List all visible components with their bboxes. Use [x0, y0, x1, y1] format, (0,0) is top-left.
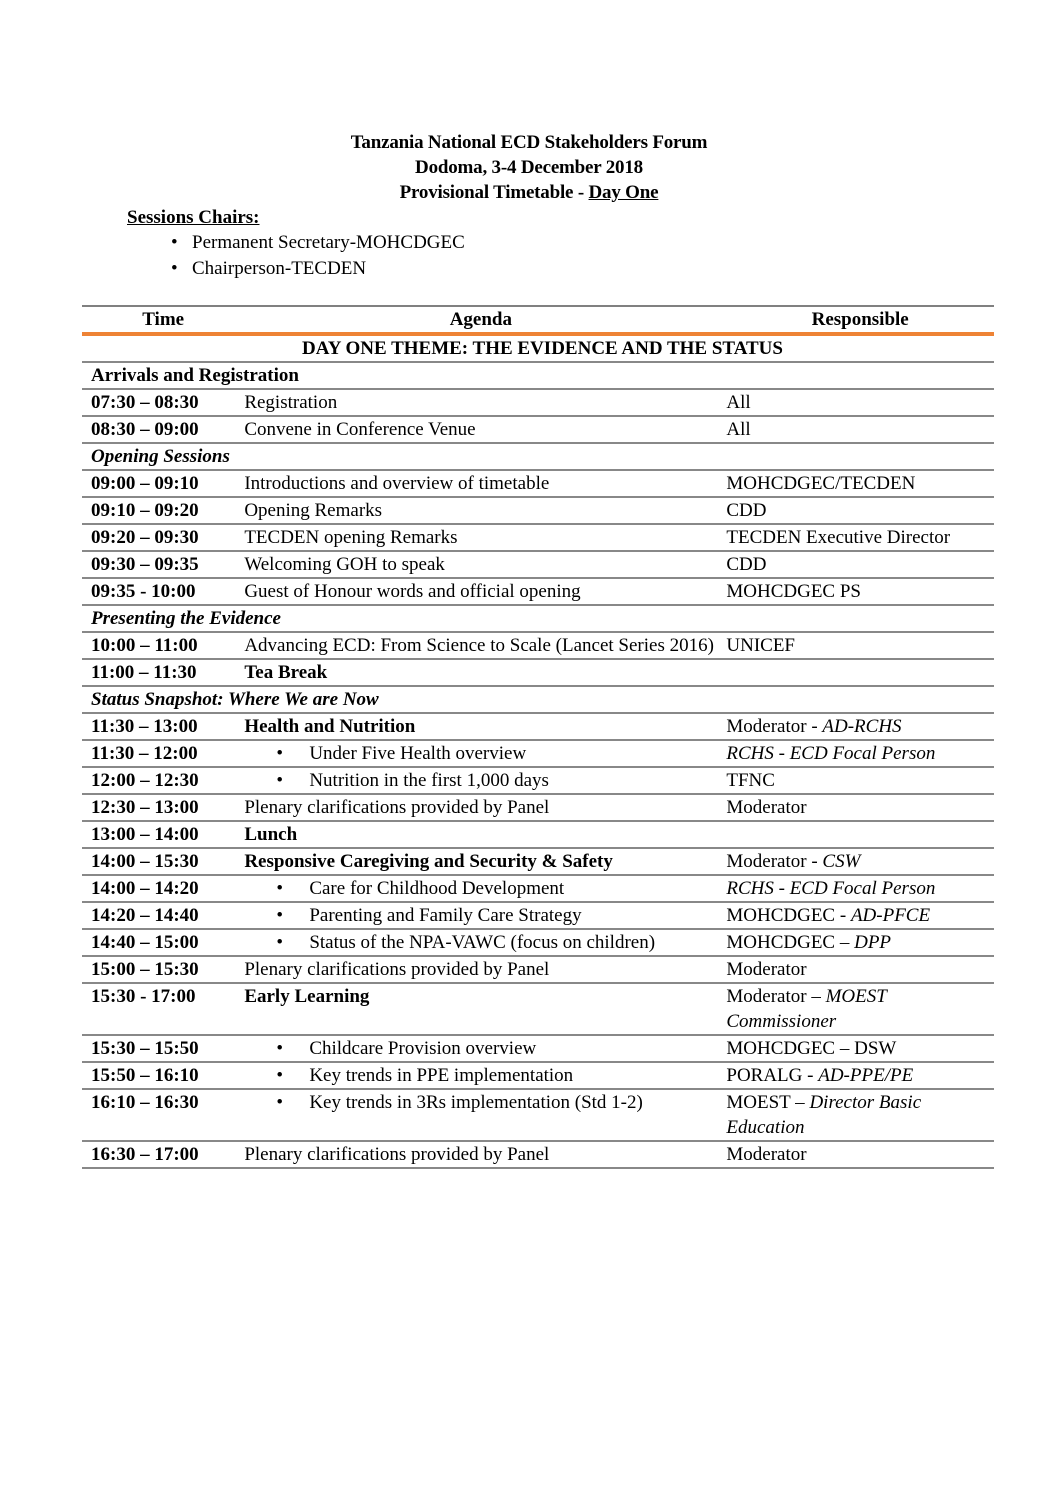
responsible-role: CSW — [822, 851, 861, 872]
bullet-icon: • — [171, 232, 178, 253]
table-row — [82, 551, 994, 578]
responsible-org: Moderator - — [726, 851, 823, 872]
forum-title: Tanzania National ECD Stakeholders Forum — [350, 132, 708, 153]
table-row — [82, 524, 994, 551]
time-cell: 09:10 – 09:20 — [91, 500, 199, 521]
agenda-cell — [235, 1063, 716, 1088]
time-cell: 15:50 – 16:10 — [91, 1065, 199, 1086]
time-cell: 14:00 – 14:20 — [91, 878, 199, 899]
chairs-heading: Sessions Chairs: — [127, 207, 260, 228]
responsible-role: AD-PPE/PE — [818, 1065, 914, 1086]
table-row — [82, 821, 994, 848]
time-cell: 15:30 – 15:50 — [91, 1038, 199, 1059]
table-row — [82, 1062, 994, 1089]
chair-item — [127, 230, 465, 256]
agenda-cell: Health and Nutrition — [244, 716, 416, 737]
agenda-text: Status of the NPA-VAWC (focus on children) — [309, 932, 656, 953]
responsible-org: PORALG - — [726, 1065, 819, 1086]
agenda-cell: Convene in Conference Venue — [244, 419, 476, 440]
section-title: Presenting the Evidence — [91, 608, 281, 629]
table-header-row — [82, 306, 994, 334]
column-header-time: Time — [82, 306, 235, 334]
time-cell: 07:30 – 08:30 — [91, 392, 199, 413]
time-cell: 13:00 – 14:00 — [91, 824, 199, 845]
time-cell: 14:40 – 15:00 — [91, 932, 199, 953]
agenda-cell: Registration — [244, 392, 338, 413]
timetable — [82, 305, 994, 1169]
responsible-role: AD-RCHS — [822, 716, 902, 737]
table-row — [82, 1035, 994, 1062]
table-row — [82, 1089, 994, 1141]
table-row — [82, 902, 994, 929]
table-row — [82, 1141, 994, 1168]
time-cell: 11:30 – 13:00 — [91, 716, 198, 737]
responsible-role: MOEST Commissioner — [726, 986, 887, 1032]
time-cell: 16:30 – 17:00 — [91, 1144, 199, 1165]
responsible-cell: TFNC — [726, 770, 775, 791]
agenda-cell: Early Learning — [244, 986, 370, 1007]
responsible-cell: Moderator — [726, 797, 807, 818]
agenda-cell — [235, 1036, 716, 1061]
responsible-cell — [717, 875, 994, 902]
section-row — [82, 362, 994, 389]
time-cell: 09:35 - 10:00 — [91, 581, 196, 602]
chair-name: Chairperson-TECDEN — [192, 258, 367, 279]
responsible-cell: CDD — [726, 500, 767, 521]
responsible-cell: TECDEN Executive Director — [726, 527, 951, 548]
responsible-cell — [717, 848, 994, 875]
time-cell: 09:00 – 09:10 — [91, 473, 199, 494]
agenda-cell — [235, 876, 716, 901]
section-row — [82, 686, 994, 713]
agenda-cell: Welcoming GOH to speak — [244, 554, 445, 575]
responsible-org: MOHCDGEC - — [726, 905, 851, 926]
section-row — [82, 443, 994, 470]
responsible-cell — [717, 821, 994, 848]
responsible-org: MOHCDGEC – — [726, 932, 855, 953]
responsible-cell: Moderator — [726, 1144, 807, 1165]
responsible-cell — [717, 659, 994, 686]
responsible-cell: Moderator — [726, 959, 807, 980]
session-chairs — [127, 205, 465, 282]
document-title — [0, 130, 1058, 205]
responsible-cell — [717, 902, 994, 929]
table-row — [82, 983, 994, 1035]
table-row — [82, 416, 994, 443]
agenda-cell — [235, 930, 716, 955]
agenda-cell: TECDEN opening Remarks — [244, 527, 458, 548]
section-row — [82, 605, 994, 632]
responsible-cell — [717, 1089, 994, 1141]
agenda-cell: Tea Break — [244, 662, 328, 683]
responsible-cell: MOHCDGEC PS — [726, 581, 861, 602]
agenda-text: Nutrition in the first 1,000 days — [309, 770, 549, 791]
table-row — [82, 848, 994, 875]
time-cell: 09:20 – 09:30 — [91, 527, 199, 548]
time-cell: 10:00 – 11:00 — [91, 635, 198, 656]
agenda-cell: Advancing ECD: From Science to Scale (Lancet Series 2016) — [244, 635, 714, 656]
bullet-icon: • — [276, 1092, 283, 1113]
day-label: Day One — [588, 182, 659, 203]
column-header-agenda: Agenda — [235, 306, 717, 334]
agenda-cell: Lunch — [244, 824, 298, 845]
time-cell: 12:30 – 13:00 — [91, 797, 199, 818]
timetable-title — [0, 180, 1058, 205]
agenda-cell — [235, 768, 716, 793]
chairs-list — [127, 230, 465, 282]
time-cell: 12:00 – 12:30 — [91, 770, 199, 791]
responsible-cell — [717, 1062, 994, 1089]
bullet-icon: • — [276, 770, 283, 791]
section-title: Opening Sessions — [91, 446, 230, 467]
agenda-text: Care for Childhood Development — [309, 878, 565, 899]
agenda-text: Under Five Health overview — [309, 743, 527, 764]
responsible-role: RCHS - ECD Focal Person — [726, 743, 936, 764]
table-row — [82, 470, 994, 497]
table-row — [82, 875, 994, 902]
agenda-text: Key trends in 3Rs implementation (Std 1-2) — [309, 1092, 643, 1113]
responsible-cell: All — [726, 392, 751, 413]
bullet-icon: • — [171, 258, 178, 279]
responsible-role: RCHS - ECD Focal Person — [726, 878, 936, 899]
bullet-icon: • — [276, 905, 283, 926]
column-header-responsible: Responsible — [717, 306, 994, 334]
section-title: Status Snapshot: Where We are Now — [91, 689, 379, 710]
agenda-cell: Plenary clarifications provided by Panel — [244, 1144, 550, 1165]
forum-location-date: Dodoma, 3-4 December 2018 — [415, 157, 643, 178]
agenda-text: Childcare Provision overview — [309, 1038, 537, 1059]
agenda-cell — [235, 1090, 716, 1115]
responsible-cell: All — [726, 419, 751, 440]
agenda-cell — [235, 903, 716, 928]
timetable-title-prefix: Provisional Timetable - — [399, 182, 589, 203]
table-row — [82, 713, 994, 740]
table-row — [82, 578, 994, 605]
time-cell: 11:30 – 12:00 — [91, 743, 198, 764]
responsible-cell: MOHCDGEC/TECDEN — [726, 473, 916, 494]
bullet-icon: • — [276, 743, 283, 764]
day-theme: DAY ONE THEME: THE EVIDENCE AND THE STATUS — [302, 338, 783, 359]
table-row — [82, 767, 994, 794]
agenda-cell: Guest of Honour words and official opening — [244, 581, 581, 602]
responsible-role: Director Basic Education — [726, 1092, 922, 1138]
responsible-cell — [717, 983, 994, 1035]
table-row — [82, 956, 994, 983]
time-cell: 14:20 – 14:40 — [91, 905, 199, 926]
section-title: Arrivals and Registration — [91, 365, 299, 386]
responsible-role: DPP — [854, 932, 892, 953]
chair-item — [127, 256, 465, 282]
responsible-cell — [717, 929, 994, 956]
agenda-cell: Plenary clarifications provided by Panel — [244, 959, 550, 980]
table-row — [82, 740, 994, 767]
table-row — [82, 632, 994, 659]
responsible-org: Moderator – — [726, 986, 826, 1007]
bullet-icon: • — [276, 932, 283, 953]
bullet-icon: • — [276, 878, 283, 899]
table-row — [82, 389, 994, 416]
agenda-cell: Plenary clarifications provided by Panel — [244, 797, 550, 818]
time-cell: 15:00 – 15:30 — [91, 959, 199, 980]
chair-name: Permanent Secretary-MOHCDGEC — [192, 232, 465, 253]
agenda-cell: Introductions and overview of timetable — [244, 473, 550, 494]
bullet-icon: • — [276, 1038, 283, 1059]
time-cell: 11:00 – 11:30 — [91, 662, 197, 683]
time-cell: 08:30 – 09:00 — [91, 419, 199, 440]
agenda-text: Parenting and Family Care Strategy — [309, 905, 582, 926]
agenda-text: Key trends in PPE implementation — [309, 1065, 574, 1086]
agenda-cell — [235, 741, 716, 766]
time-cell: 14:00 – 15:30 — [91, 851, 199, 872]
responsible-org: MOEST – — [726, 1092, 810, 1113]
theme-row — [82, 334, 994, 362]
responsible-cell: CDD — [726, 554, 767, 575]
time-cell: 15:30 - 17:00 — [91, 986, 196, 1007]
bullet-icon: • — [276, 1065, 283, 1086]
table-row — [82, 497, 994, 524]
table-row — [82, 929, 994, 956]
responsible-cell: MOHCDGEC – DSW — [726, 1038, 897, 1059]
table-row — [82, 794, 994, 821]
responsible-cell: UNICEF — [726, 635, 795, 656]
agenda-cell: Opening Remarks — [244, 500, 383, 521]
responsible-cell — [717, 740, 994, 767]
time-cell: 16:10 – 16:30 — [91, 1092, 199, 1113]
responsible-cell — [717, 713, 994, 740]
agenda-cell: Responsive Caregiving and Security & Safety — [244, 851, 613, 872]
time-cell: 09:30 – 09:35 — [91, 554, 199, 575]
table-row — [82, 659, 994, 686]
responsible-org: Moderator - — [726, 716, 823, 737]
responsible-role: AD-PFCE — [850, 905, 931, 926]
